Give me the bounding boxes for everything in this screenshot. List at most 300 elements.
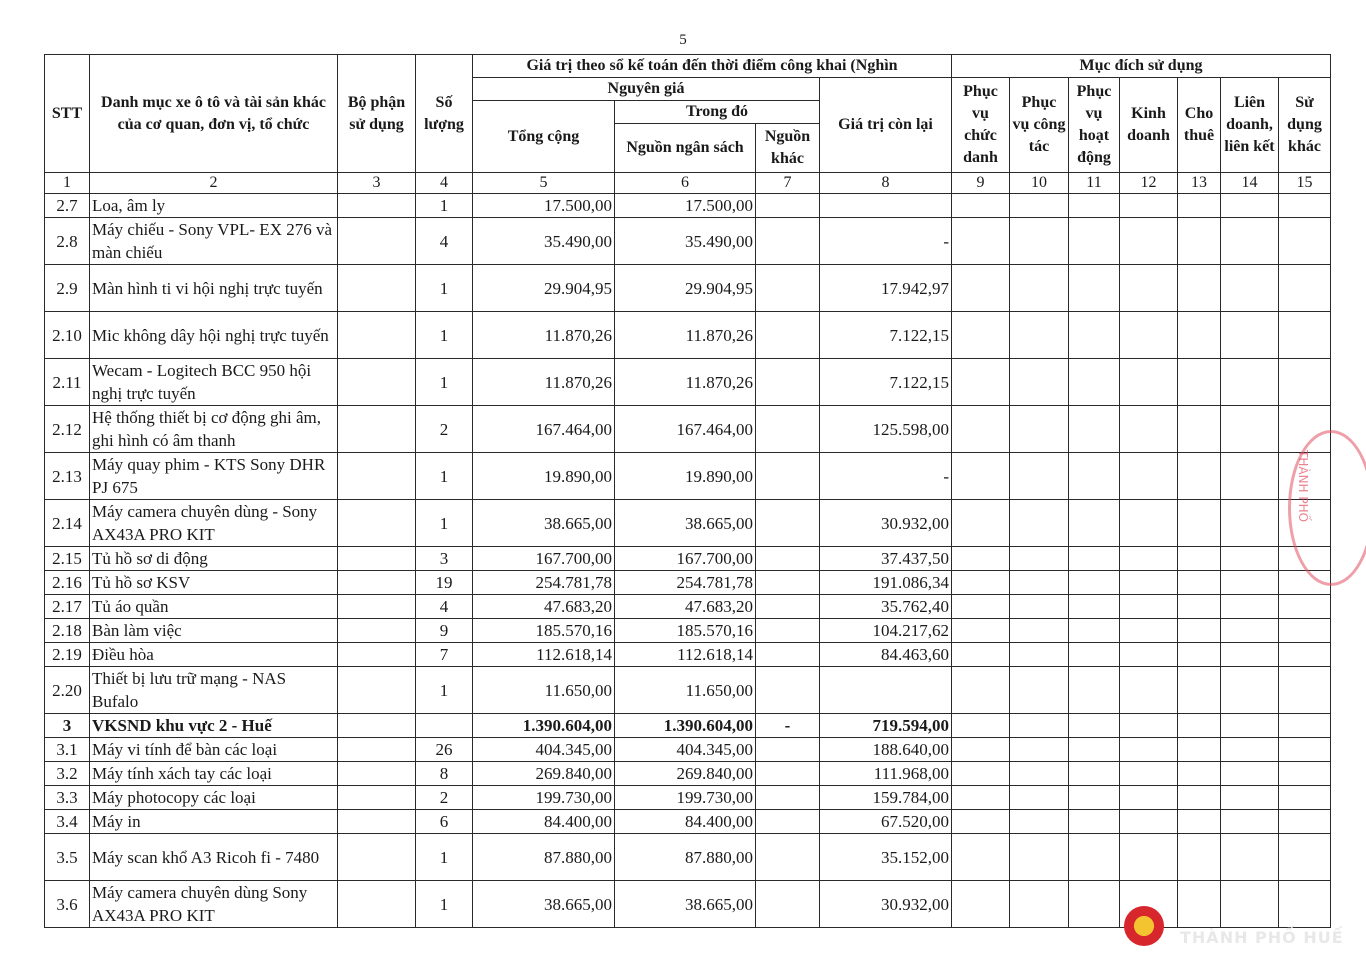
row-bo-phan xyxy=(338,194,416,218)
row-purpose-cell xyxy=(1120,619,1178,643)
row-purpose-cell xyxy=(1120,406,1178,453)
row-purpose-cell xyxy=(1010,571,1069,595)
row-purpose-cell xyxy=(1178,714,1221,738)
header-phuc-vu-cong-tac: Phục vụ công tác xyxy=(1010,78,1069,173)
row-bo-phan xyxy=(338,738,416,762)
row-name: Máy quay phim - KTS Sony DHR PJ 675 xyxy=(90,453,338,500)
row-purpose-cell xyxy=(1221,218,1279,265)
row-purpose-cell xyxy=(1221,571,1279,595)
row-total: 38.665,00 xyxy=(473,881,615,928)
row-name: Máy vi tính để bàn các loại xyxy=(90,738,338,762)
row-ngan-sach: 1.390.604,00 xyxy=(615,714,756,738)
row-name: VKSND khu vực 2 - Huế xyxy=(90,714,338,738)
row-nguon-khac xyxy=(756,667,820,714)
column-number: 9 xyxy=(952,173,1010,194)
row-qty: 4 xyxy=(416,595,473,619)
row-nguon-khac xyxy=(756,619,820,643)
table-row xyxy=(45,714,1331,738)
row-qty: 26 xyxy=(416,738,473,762)
row-remain xyxy=(820,194,952,218)
stamp-text: THÀNH PHỐ xyxy=(1296,450,1310,523)
row-purpose-cell xyxy=(952,312,1010,359)
row-ngan-sach: 11.870,26 xyxy=(615,312,756,359)
table-header xyxy=(45,55,1331,194)
row-ngan-sach: 29.904,95 xyxy=(615,265,756,312)
row-purpose-cell xyxy=(1120,714,1178,738)
row-qty: 7 xyxy=(416,643,473,667)
row-purpose-cell xyxy=(1120,667,1178,714)
row-purpose-cell xyxy=(1120,810,1178,834)
column-number: 8 xyxy=(820,173,952,194)
row-purpose-cell xyxy=(952,406,1010,453)
row-purpose-cell xyxy=(952,714,1010,738)
row-remain xyxy=(820,667,952,714)
row-total: 167.464,00 xyxy=(473,406,615,453)
row-ngan-sach: 38.665,00 xyxy=(615,500,756,547)
row-stt: 2.13 xyxy=(45,453,90,500)
table-row xyxy=(45,762,1331,786)
row-stt: 3.2 xyxy=(45,762,90,786)
row-purpose-cell xyxy=(1010,312,1069,359)
row-total: 11.650,00 xyxy=(473,667,615,714)
row-total: 199.730,00 xyxy=(473,786,615,810)
header-danh-muc: Danh mục xe ô tô và tài sản khác của cơ quan, đơn vị, tổ chức xyxy=(90,55,338,173)
national-emblem-icon xyxy=(1124,906,1164,946)
row-name: Loa, âm ly xyxy=(90,194,338,218)
watermark: THÀNH PHỐ HUẾ xyxy=(1180,928,1344,947)
row-total: 87.880,00 xyxy=(473,834,615,881)
row-total: 254.781,78 xyxy=(473,571,615,595)
row-ngan-sach: 167.700,00 xyxy=(615,547,756,571)
row-qty: 2 xyxy=(416,406,473,453)
row-ngan-sach: 35.490,00 xyxy=(615,218,756,265)
row-purpose-cell xyxy=(1221,406,1279,453)
row-stt: 2.10 xyxy=(45,312,90,359)
row-purpose-cell xyxy=(1120,194,1178,218)
row-remain: 159.784,00 xyxy=(820,786,952,810)
row-qty: 1 xyxy=(416,834,473,881)
row-nguon-khac xyxy=(756,881,820,928)
header-bo-phan: Bộ phận sử dụng xyxy=(338,55,416,173)
column-number: 3 xyxy=(338,173,416,194)
row-purpose-cell xyxy=(1010,265,1069,312)
row-purpose-cell xyxy=(952,218,1010,265)
row-name: Hệ thống thiết bị cơ động ghi âm, ghi hình có âm thanh xyxy=(90,406,338,453)
row-purpose-cell xyxy=(1279,312,1331,359)
row-purpose-cell xyxy=(1010,714,1069,738)
row-bo-phan xyxy=(338,762,416,786)
row-purpose-cell xyxy=(952,595,1010,619)
row-purpose-cell xyxy=(1221,738,1279,762)
row-purpose-cell xyxy=(1279,194,1331,218)
row-purpose-cell xyxy=(1178,218,1221,265)
row-nguon-khac xyxy=(756,762,820,786)
row-qty: 1 xyxy=(416,500,473,547)
row-remain: 104.217,62 xyxy=(820,619,952,643)
row-purpose-cell xyxy=(1221,643,1279,667)
row-purpose-cell xyxy=(952,738,1010,762)
row-purpose-cell xyxy=(1010,643,1069,667)
table-row xyxy=(45,667,1331,714)
row-purpose-cell xyxy=(1010,453,1069,500)
row-purpose-cell xyxy=(1178,406,1221,453)
row-name: Mic không dây hội nghị trực tuyến xyxy=(90,312,338,359)
row-purpose-cell xyxy=(952,667,1010,714)
row-qty: 2 xyxy=(416,786,473,810)
row-name: Điều hòa xyxy=(90,643,338,667)
row-purpose-cell xyxy=(952,265,1010,312)
row-purpose-cell xyxy=(1010,810,1069,834)
row-stt: 3.3 xyxy=(45,786,90,810)
row-bo-phan xyxy=(338,667,416,714)
row-purpose-cell xyxy=(1221,312,1279,359)
row-name: Máy photocopy các loại xyxy=(90,786,338,810)
row-bo-phan xyxy=(338,500,416,547)
table-row xyxy=(45,194,1331,218)
row-remain: 188.640,00 xyxy=(820,738,952,762)
row-purpose-cell xyxy=(1120,571,1178,595)
row-remain: 37.437,50 xyxy=(820,547,952,571)
table-row xyxy=(45,265,1331,312)
row-purpose-cell xyxy=(1178,571,1221,595)
row-bo-phan xyxy=(338,312,416,359)
row-nguon-khac xyxy=(756,406,820,453)
asset-table xyxy=(44,54,1331,928)
row-remain: 35.762,40 xyxy=(820,595,952,619)
row-purpose-cell xyxy=(1279,265,1331,312)
row-ngan-sach: 11.870,26 xyxy=(615,359,756,406)
row-purpose-cell xyxy=(1120,595,1178,619)
row-total: 112.618,14 xyxy=(473,643,615,667)
row-remain: 17.942,97 xyxy=(820,265,952,312)
row-bo-phan xyxy=(338,834,416,881)
row-stt: 2.20 xyxy=(45,667,90,714)
row-stt: 2.17 xyxy=(45,595,90,619)
row-remain: 67.520,00 xyxy=(820,810,952,834)
row-bo-phan xyxy=(338,218,416,265)
row-purpose-cell xyxy=(1221,194,1279,218)
row-purpose-cell xyxy=(1069,547,1120,571)
table-row xyxy=(45,218,1331,265)
row-total: 35.490,00 xyxy=(473,218,615,265)
row-purpose-cell xyxy=(1069,359,1120,406)
table-row xyxy=(45,359,1331,406)
row-purpose-cell xyxy=(1120,547,1178,571)
row-purpose-cell xyxy=(1120,218,1178,265)
row-total: 47.683,20 xyxy=(473,595,615,619)
row-qty: 1 xyxy=(416,312,473,359)
row-purpose-cell xyxy=(1069,571,1120,595)
row-bo-phan xyxy=(338,810,416,834)
row-qty: 6 xyxy=(416,810,473,834)
column-number: 4 xyxy=(416,173,473,194)
row-purpose-cell xyxy=(1010,762,1069,786)
row-purpose-cell xyxy=(952,359,1010,406)
row-purpose-cell xyxy=(1279,738,1331,762)
row-purpose-cell xyxy=(1120,312,1178,359)
row-purpose-cell xyxy=(1069,500,1120,547)
row-purpose-cell xyxy=(1178,881,1221,928)
row-nguon-khac xyxy=(756,834,820,881)
row-qty: 4 xyxy=(416,218,473,265)
row-purpose-cell xyxy=(1069,619,1120,643)
row-purpose-cell xyxy=(1010,738,1069,762)
row-qty: 1 xyxy=(416,453,473,500)
row-bo-phan xyxy=(338,406,416,453)
row-purpose-cell xyxy=(1010,218,1069,265)
row-purpose-cell xyxy=(1178,762,1221,786)
column-number: 11 xyxy=(1069,173,1120,194)
header-nguon-khac: Nguồn khác xyxy=(756,124,820,173)
row-qty: 1 xyxy=(416,194,473,218)
row-remain: 125.598,00 xyxy=(820,406,952,453)
row-name: Máy scan khổ A3 Ricoh fi - 7480 xyxy=(90,834,338,881)
row-purpose-cell xyxy=(1120,359,1178,406)
row-total: 269.840,00 xyxy=(473,762,615,786)
row-qty: 1 xyxy=(416,881,473,928)
row-purpose-cell xyxy=(1221,786,1279,810)
row-purpose-cell xyxy=(1221,595,1279,619)
row-purpose-cell xyxy=(1069,881,1120,928)
table-row xyxy=(45,500,1331,547)
row-purpose-cell xyxy=(1178,834,1221,881)
row-stt: 2.18 xyxy=(45,619,90,643)
row-purpose-cell xyxy=(1178,547,1221,571)
row-stt: 2.15 xyxy=(45,547,90,571)
row-ngan-sach: 47.683,20 xyxy=(615,595,756,619)
row-purpose-cell xyxy=(952,810,1010,834)
row-purpose-cell xyxy=(952,194,1010,218)
row-nguon-khac xyxy=(756,738,820,762)
column-number: 5 xyxy=(473,173,615,194)
row-ngan-sach: 19.890,00 xyxy=(615,453,756,500)
row-purpose-cell xyxy=(1010,500,1069,547)
row-nguon-khac xyxy=(756,359,820,406)
row-nguon-khac xyxy=(756,312,820,359)
table-row xyxy=(45,547,1331,571)
table-row xyxy=(45,738,1331,762)
row-purpose-cell xyxy=(1069,406,1120,453)
row-purpose-cell xyxy=(1178,595,1221,619)
row-purpose-cell xyxy=(1010,194,1069,218)
header-cho-thue: Cho thuê xyxy=(1178,78,1221,173)
row-ngan-sach: 254.781,78 xyxy=(615,571,756,595)
row-total: 404.345,00 xyxy=(473,738,615,762)
row-purpose-cell xyxy=(1221,359,1279,406)
row-purpose-cell xyxy=(1010,834,1069,881)
row-bo-phan xyxy=(338,453,416,500)
row-remain: 7.122,15 xyxy=(820,359,952,406)
table-row xyxy=(45,406,1331,453)
row-bo-phan xyxy=(338,359,416,406)
header-gia-tri-con-lai: Giá trị còn lại xyxy=(820,78,952,173)
row-purpose-cell xyxy=(1010,619,1069,643)
row-purpose-cell xyxy=(1120,643,1178,667)
row-qty xyxy=(416,714,473,738)
row-purpose-cell xyxy=(1279,218,1331,265)
row-total: 84.400,00 xyxy=(473,810,615,834)
table-row xyxy=(45,619,1331,643)
header-nguon-ngan-sach: Nguồn ngân sách xyxy=(615,124,756,173)
row-purpose-cell xyxy=(1221,762,1279,786)
table-row xyxy=(45,810,1331,834)
row-nguon-khac xyxy=(756,786,820,810)
row-purpose-cell xyxy=(1279,714,1331,738)
row-purpose-cell xyxy=(1120,786,1178,810)
row-total: 11.870,26 xyxy=(473,312,615,359)
row-nguon-khac xyxy=(756,218,820,265)
row-qty: 1 xyxy=(416,667,473,714)
table-row xyxy=(45,786,1331,810)
column-number: 15 xyxy=(1279,173,1331,194)
row-total: 19.890,00 xyxy=(473,453,615,500)
row-purpose-cell xyxy=(1069,453,1120,500)
row-purpose-cell xyxy=(1069,834,1120,881)
row-stt: 2.19 xyxy=(45,643,90,667)
column-number: 7 xyxy=(756,173,820,194)
row-purpose-cell xyxy=(1221,881,1279,928)
row-name: Máy camera chuyên dùng - Sony AX43A PRO KIT xyxy=(90,500,338,547)
row-purpose-cell xyxy=(1069,312,1120,359)
row-purpose-cell xyxy=(1221,810,1279,834)
row-purpose-cell xyxy=(952,881,1010,928)
row-purpose-cell xyxy=(1178,643,1221,667)
row-purpose-cell xyxy=(1221,265,1279,312)
row-purpose-cell xyxy=(1221,453,1279,500)
row-total: 167.700,00 xyxy=(473,547,615,571)
row-purpose-cell xyxy=(1221,667,1279,714)
row-purpose-cell xyxy=(1279,667,1331,714)
row-purpose-cell xyxy=(952,571,1010,595)
row-remain: - xyxy=(820,453,952,500)
row-purpose-cell xyxy=(1010,881,1069,928)
row-purpose-cell xyxy=(1069,265,1120,312)
row-purpose-cell xyxy=(952,786,1010,810)
column-number: 14 xyxy=(1221,173,1279,194)
row-purpose-cell xyxy=(1010,667,1069,714)
table-body xyxy=(45,194,1331,928)
row-purpose-cell xyxy=(1178,738,1221,762)
row-remain: 30.932,00 xyxy=(820,881,952,928)
row-total: 185.570,16 xyxy=(473,619,615,643)
row-name: Tủ áo quần xyxy=(90,595,338,619)
row-ngan-sach: 112.618,14 xyxy=(615,643,756,667)
row-bo-phan xyxy=(338,643,416,667)
row-purpose-cell xyxy=(1010,547,1069,571)
row-purpose-cell xyxy=(1178,453,1221,500)
row-purpose-cell xyxy=(1279,762,1331,786)
row-purpose-cell xyxy=(1279,881,1331,928)
row-bo-phan xyxy=(338,786,416,810)
row-purpose-cell xyxy=(1279,834,1331,881)
row-stt: 2.9 xyxy=(45,265,90,312)
row-purpose-cell xyxy=(1221,547,1279,571)
header-so-luong: Số lượng xyxy=(416,55,473,173)
row-ngan-sach: 404.345,00 xyxy=(615,738,756,762)
column-number: 2 xyxy=(90,173,338,194)
row-qty: 9 xyxy=(416,619,473,643)
row-bo-phan xyxy=(338,881,416,928)
column-number: 13 xyxy=(1178,173,1221,194)
row-purpose-cell xyxy=(1120,738,1178,762)
row-purpose-cell xyxy=(1010,406,1069,453)
column-number: 1 xyxy=(45,173,90,194)
table-row xyxy=(45,453,1331,500)
row-purpose-cell xyxy=(1279,786,1331,810)
row-purpose-cell xyxy=(1069,667,1120,714)
row-ngan-sach: 87.880,00 xyxy=(615,834,756,881)
row-purpose-cell xyxy=(1221,619,1279,643)
row-purpose-cell xyxy=(1178,667,1221,714)
row-ngan-sach: 167.464,00 xyxy=(615,406,756,453)
row-purpose-cell xyxy=(1010,595,1069,619)
row-qty: 3 xyxy=(416,547,473,571)
row-name: Bàn làm việc xyxy=(90,619,338,643)
row-purpose-cell xyxy=(1120,500,1178,547)
row-purpose-cell xyxy=(952,762,1010,786)
row-remain: 111.968,00 xyxy=(820,762,952,786)
row-ngan-sach: 84.400,00 xyxy=(615,810,756,834)
row-bo-phan xyxy=(338,714,416,738)
row-purpose-cell xyxy=(1279,810,1331,834)
row-purpose-cell xyxy=(1069,810,1120,834)
row-purpose-cell xyxy=(1120,834,1178,881)
header-tong-cong: Tổng cộng xyxy=(473,101,615,173)
row-remain: 30.932,00 xyxy=(820,500,952,547)
row-nguon-khac xyxy=(756,453,820,500)
row-purpose-cell xyxy=(1178,359,1221,406)
row-name: Máy chiếu - Sony VPL- EX 276 và màn chiếu xyxy=(90,218,338,265)
header-gia-tri: Giá trị theo sổ kế toán đến thời điểm công khai (Nghìn xyxy=(473,55,952,78)
row-name: Tủ hồ sơ di động xyxy=(90,547,338,571)
row-stt: 2.8 xyxy=(45,218,90,265)
row-purpose-cell xyxy=(1069,643,1120,667)
row-purpose-cell xyxy=(1279,619,1331,643)
row-name: Máy tính xách tay các loại xyxy=(90,762,338,786)
row-nguon-khac xyxy=(756,810,820,834)
row-purpose-cell xyxy=(1178,810,1221,834)
row-purpose-cell xyxy=(1069,738,1120,762)
row-nguon-khac xyxy=(756,571,820,595)
row-stt: 3.1 xyxy=(45,738,90,762)
header-muc-dich: Mục đích sử dụng xyxy=(952,55,1331,78)
row-nguon-khac xyxy=(756,595,820,619)
row-total: 11.870,26 xyxy=(473,359,615,406)
row-purpose-cell xyxy=(1069,762,1120,786)
row-remain: 35.152,00 xyxy=(820,834,952,881)
row-purpose-cell xyxy=(1221,834,1279,881)
row-bo-phan xyxy=(338,619,416,643)
row-purpose-cell xyxy=(952,547,1010,571)
table-row xyxy=(45,312,1331,359)
row-total: 17.500,00 xyxy=(473,194,615,218)
row-stt: 3 xyxy=(45,714,90,738)
header-su-dung-khac: Sử dụng khác xyxy=(1279,78,1331,173)
column-number: 10 xyxy=(1010,173,1069,194)
table-row xyxy=(45,834,1331,881)
row-name: Tủ hồ sơ KSV xyxy=(90,571,338,595)
row-purpose-cell xyxy=(1069,218,1120,265)
header-stt: STT xyxy=(45,55,90,173)
row-qty: 1 xyxy=(416,265,473,312)
row-nguon-khac: - xyxy=(756,714,820,738)
row-total: 29.904,95 xyxy=(473,265,615,312)
table-row xyxy=(45,595,1331,619)
row-purpose-cell xyxy=(952,500,1010,547)
row-name: Thiết bị lưu trữ mạng - NAS Bufalo xyxy=(90,667,338,714)
row-purpose-cell xyxy=(1120,453,1178,500)
row-ngan-sach: 269.840,00 xyxy=(615,762,756,786)
